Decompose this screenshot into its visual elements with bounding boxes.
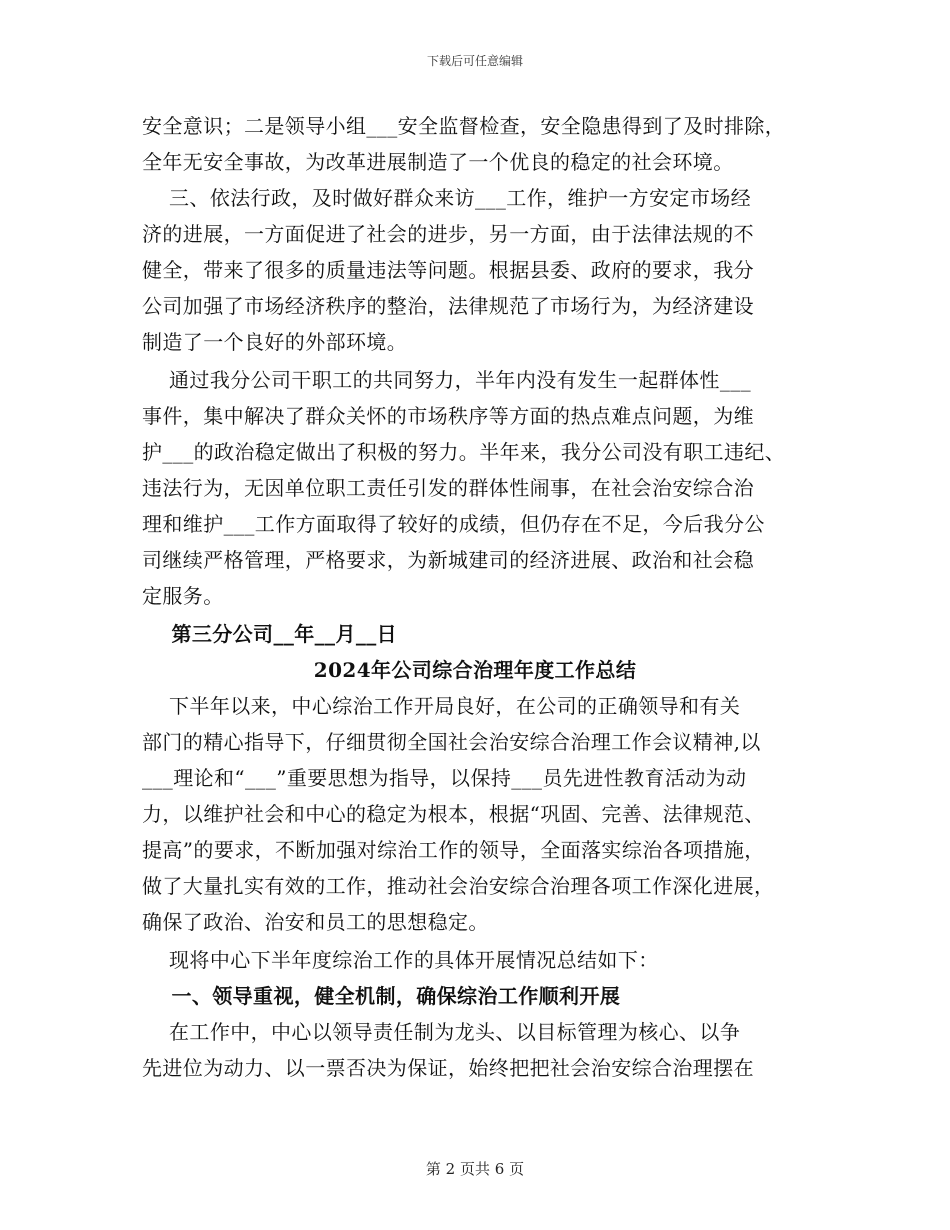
page-footer: 第 2 页共 6 页: [425, 1160, 525, 1178]
text-line: ___理论和“___”重要思想为指导，以保持___员先进性教育活动为动: [142, 766, 747, 790]
text-line: 济的进展，一方面促进了社会的进步，另一方面，由于法律法规的不: [142, 222, 754, 246]
text-line: 部门的精心指导下，仔细贯彻全国社会治安综合治理工作会议精神,以: [142, 730, 761, 754]
text-line: 通过我分公司干职工的共同努力，半年内没有发生一起群体性___: [142, 368, 752, 392]
text-line: 违法行为，无因单位职工责任引发的群体性闹事，在社会治安综合治: [142, 476, 754, 500]
text-line: 公司加强了市场经济秩序的整治，法律规范了市场行为，为经济建设: [142, 294, 754, 318]
section-title: 2024年公司综合治理年度工作总结: [313, 658, 637, 682]
text-line: 三、依法行政，及时做好群众来访___工作，维护一方安定市场经: [142, 186, 752, 210]
text-line: 确保了政治、治安和员工的思想稳定。: [142, 910, 489, 934]
text-line: 提高”的要求，不断加强对综治工作的领导，全面落实综治各项措施，: [142, 838, 765, 862]
text-line: 定服务。: [142, 584, 224, 608]
text-line: 理和维护___工作方面取得了较好的成绩，但仍存在不足，今后我分公: [142, 512, 765, 536]
text-line: 先进位为动力、以一票否决为保证，始终把把社会治安综合治理摆在: [142, 1056, 754, 1080]
text-line: 健全，带来了很多的质量违法等问题。根据县委、政府的要求，我分: [142, 258, 754, 282]
text-line: 司继续严格管理，严格要求，为新城建司的经济进展、政治和社会稳: [142, 548, 754, 572]
text-line: 力，以维护社会和中心的稳定为根本，根据“巩固、完善、法律规范、: [142, 802, 765, 826]
text-line: 事件，集中解决了群众关怀的市场秩序等方面的热点难点问题，为维: [142, 404, 754, 428]
text-line: 制造了一个良好的外部环境。: [142, 330, 408, 354]
text-line: 下半年以来，中心综治工作开局良好，在公司的正确领导和有关: [142, 694, 741, 718]
text-line: 做了大量扎实有效的工作，推动社会治安综合治理各项工作深化进展，: [142, 874, 775, 898]
text-line: 护___的政治稳定做出了积极的努力。半年来，我分公司没有职工违纪、: [142, 440, 786, 464]
text-line: 现将中心下半年度综治工作的具体开展情况总结如下：: [142, 948, 659, 972]
text-line: 全年无安全事故，为改革进展制造了一个优良的稳定的社会环境。: [142, 150, 734, 174]
signature-date-line: 第三分公司__年__月__日: [142, 622, 398, 646]
text-line: 在工作中，中心以领导责任制为龙头、以目标管理为核心、以争: [142, 1020, 741, 1044]
subsection-heading: 一、领导重视，健全机制，确保综治工作顺利开展: [142, 984, 621, 1008]
page-header: 下载后可任意编辑: [426, 54, 523, 68]
text-line: 安全意识；二是领导小组___安全监督检查，安全隐患得到了及时排除，: [142, 114, 786, 138]
